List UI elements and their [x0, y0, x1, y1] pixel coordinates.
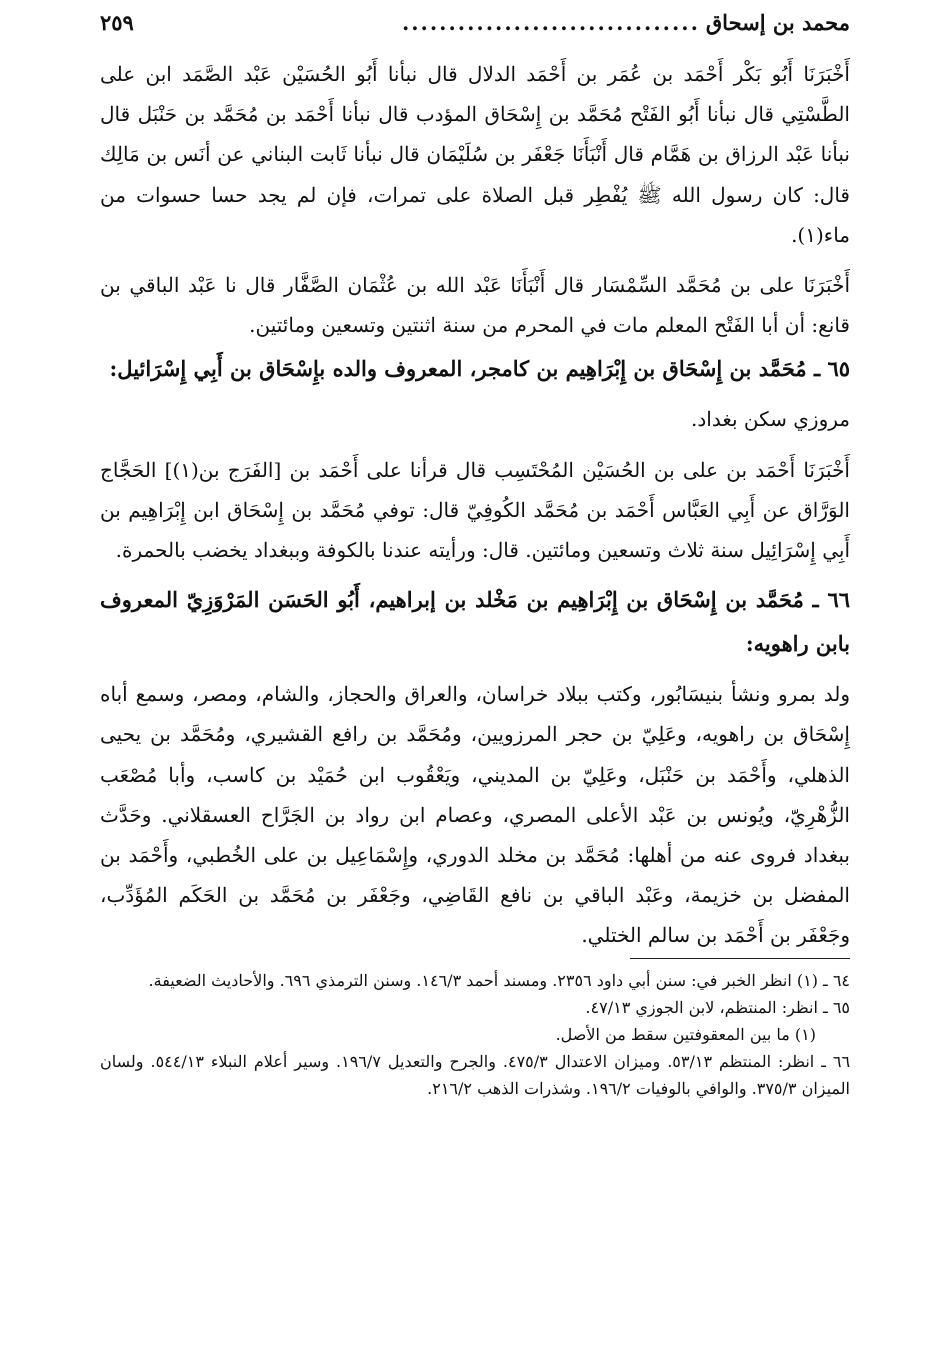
entry-heading-65: ٦٥ ـ مُحَمَّد بن إِسْحَاق بن إِبْرَاهِيم بن كامجر، المعروف والده بإِسْحَاق بن أَبِي إِسْرَائيل: — [109, 356, 850, 382]
paragraph-entry-65-report: أَخْبَرَنَا أَحْمَد بن على بن الحُسَيْن المُحْتَسِب قال قرأنا على أَحْمَد بن [الفَرَج بن(١)] الحَجَّاج الوَرَّاق عن أَبِي العَبَّاس أَحْمَد بن مُحَمَّد الكُوفِيّ قال: توفي مُحَمَّد بن إِسْحَاق ابن إِبْرَاهِيم بن أَبِي إِسْرَائِيل سنة ثلاث وتسعين ومائتين. قال: ورأيته عندنا بالكوفة وببغداد يخضب بالحمرة. — [100, 457, 850, 563]
header-dot-leader: ................................ — [401, 10, 700, 35]
footnote-64: ٦٤ ـ (١) انظر الخبر في: سنن أبي داود ٢٣٥٦. ومسند أحمد ١٤٦/٣. وسنن الترمذي ٦٩٦. والأحاديث الضعيفة. — [148, 970, 850, 990]
footnotes — [100, 967, 850, 1102]
running-header — [100, 10, 850, 54]
footnote-divider — [630, 958, 850, 959]
footnote-65: ٦٥ ـ انظر: المنتظم، لابن الجوزي ٤٧/١٣. — [585, 997, 850, 1017]
paragraph-entry-66-bio: ولد بمرو ونشأ بنيسَابُور، وكتب ببلاد خراسان، والعراق والحجاز، والشام، ومصر، وسمع أباه إِسْحَاق بن راهويه، وعَلِيّ بن حجر المرزويين، ومُحَمَّد بن رافع القشيري، ومُحَمَّد بن يحيى الذهلي، وأَحْمَد بن حَنْبَل، وعَلِيّ بن المديني، ويَعْقُوب ابن حُمَيْد بن كاسب، وأبا مُصْعَب الزُّهْرِيّ، ويُونس بن عَبْد الأعلى المصري، وعصام ابن رواد بن الجَرَّاح العسقلاني. وحَدَّث ببغداد فروى عنه من أهلها: مُحَمَّد بن مخلد الدوري، وإِسْمَاعِيل بن على الخُطبي، وأَحْمَد بن المفضل بن خزيمة، وعَبْد الباقي بن نافع القَاضِي، وجَعْفَر بن مُحَمَّد بن الحَكَم المُؤَدِّب، وجَعْفَر بن أَحْمَد بن سالم الختلي. — [100, 682, 850, 948]
page-number: ٢٥٩ — [100, 10, 134, 35]
running-title: محمد بن إسحاق — [705, 10, 850, 35]
main-text — [100, 54, 850, 956]
paragraph-hadith-isnad: أَخْبَرَنَا أَبُو بَكْر أَحْمَد بن عُمَر بن أَحْمَد الدلال قال نبأنا أَبُو الحُسَيْن عَبْد الصَّمَد ابن على الطَّسْتِي قال نبأنا أَبُو الفَتْح مُحَمَّد بن إِسْحَاق المؤدب قال نبأنا أَحْمَد بن مُحَمَّد بن حَنْبَل قال نبأنا عَبْد الرزاق بن هَمَّام قال أَنْبَأَنَا جَعْفَر بن سُلَيْمَان قال نبأنا ثَابت البناني عن أنَس بن مَالِك قال: كان رسول الله ﷺ يُفْطِر قبل الصلاة على تمرات، فإن لم يجد حسا حسوات من ماء(١). — [100, 62, 850, 247]
footnote-66: ٦٦ ـ انظر: المنتظم ٥٣/١٣. وميزان الاعتدال ٤٧٥/٣. والجرح والتعديل ١٩٦/٧. وسير أعلام النبلاء ٥٤٤/١٣. ولسان الميزان ٣٧٥/٣. والوافي بالوفيات ١٩٦/٢. وشذرات الذهب ٢١٦/٢. — [100, 1051, 851, 1098]
entry-heading-66: ٦٦ ـ مُحَمَّد بن إِسْحَاق بن إِبْرَاهِيم بن مَخْلد بن إبراهيم، أَبُو الحَسَن المَرْوَزِيّ المعروف بابن راهويه: — [100, 587, 850, 657]
paragraph-entry-65-intro: مروزي سكن بغداد. — [691, 407, 850, 432]
book-page — [100, 10, 850, 1102]
footnote-65-bracket: (١) ما بين المعقوفتين سقط من الأصل. — [555, 1024, 816, 1044]
paragraph-death-report: أَخْبَرَنَا على بن مُحَمَّد السِّمْسَار قال أَنْبَأَنَا عَبْد الله بن عُثْمَان الصَّفَّار قال نا عَبْد الباقي بن قانع: أن أبا الفَتْح المعلم مات في المحرم من سنة اثنتين وتسعين ومائتين. — [100, 273, 850, 338]
